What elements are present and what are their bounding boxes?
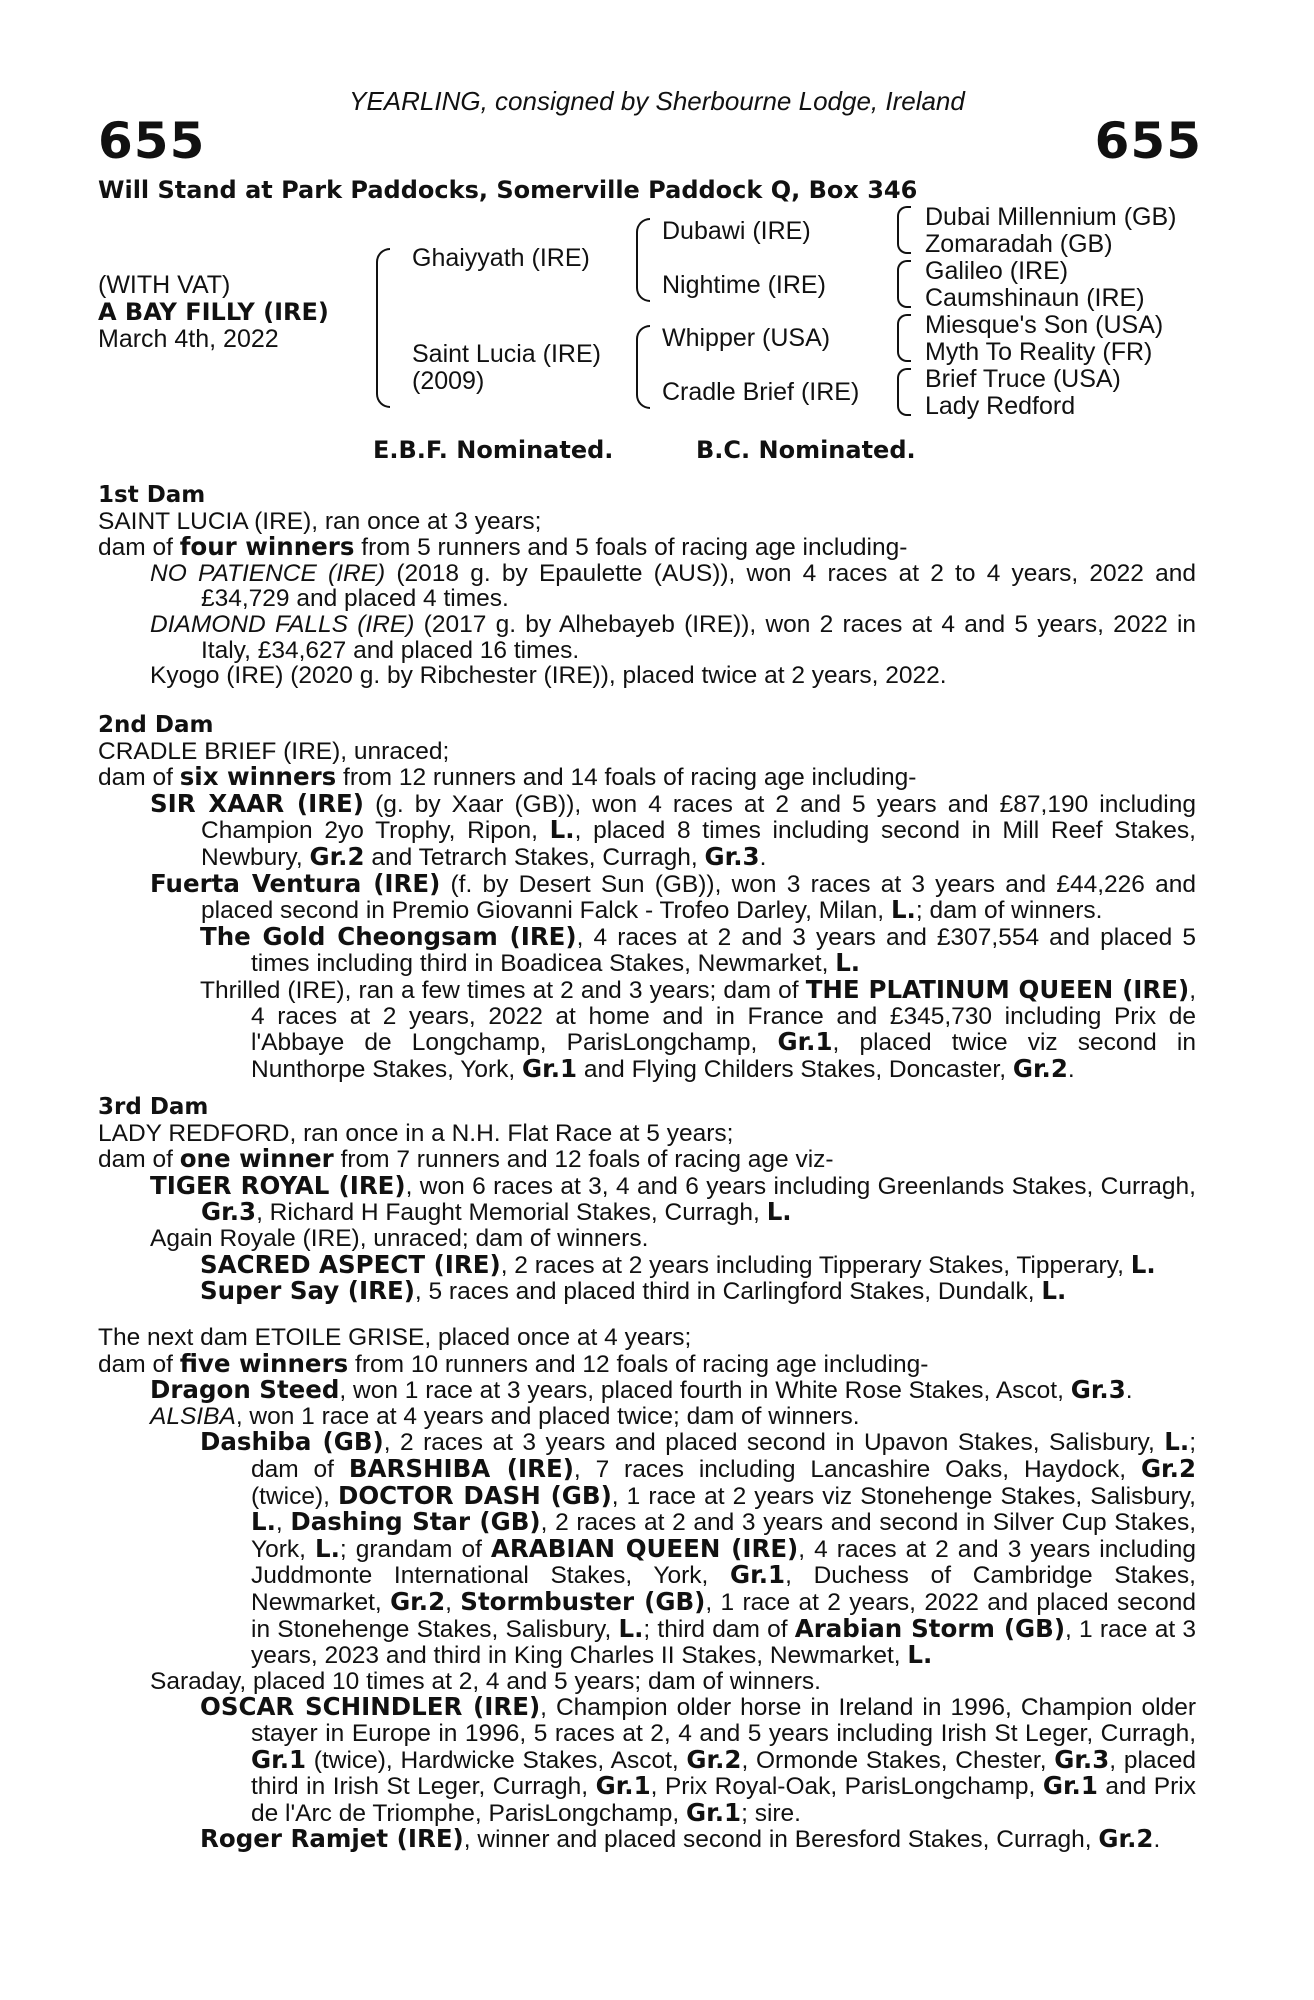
gen3-name: Lady Redford [925, 392, 1076, 420]
sire: Ghaiyyath (IRE) [412, 244, 590, 272]
dam-produce-summary: dam of one winner from 7 runners and 12 foals of racing age viz- [98, 1144, 834, 1174]
produce-entry: SACRED ASPECT (IRE), 2 races at 2 years including Tipperary Stakes, Tipperary, L. [200, 1249, 1156, 1279]
produce-entry: OSCAR SCHINDLER (IRE), Champion older horse in Ireland in 1996, Champion older stayer in Europe in 1996, 5 races at 2, 4 and 5 years including Irish St Leger, Curragh, Gr.1 (twice), Hardwicke Stakes, Ascot, Gr.2, Ormonde Stakes, Chester, Gr.3, placed third in Irish St Leger, Curragh, Gr.1, Prix Royal-Oak, ParisLongchamp, Gr.1 and Prix de l'Arc de Triomphe, ParisLongchamp, Gr.1; sire. [200, 1692, 1197, 1827]
gen3-name: Miesque's Son (USA) [925, 311, 1164, 339]
produce-entry: Roger Ramjet (IRE), winner and placed second in Beresford Stakes, Curragh, Gr.2. [200, 1824, 1161, 1854]
gen3-name: Galileo (IRE) [925, 257, 1069, 285]
third-dam-section [98, 1095, 1196, 1305]
produce-entry: TIGER ROYAL (IRE), won 6 races at 3, 4 and 6 years including Greenlands Stakes, Curragh, Gr.3, Richard H Faught Memorial Stakes, Curragh, L. [150, 1170, 1196, 1227]
dam-intro: LADY REDFORD, ran once in a N.H. Flat Race at 5 years; [98, 1119, 734, 1147]
brace-g3-1 [897, 206, 911, 254]
dam-intro: CRADLE BRIEF (IRE), unraced; [98, 737, 450, 765]
section-heading: 3rd Dam [98, 1094, 209, 1120]
produce-entry: Fuerta Ventura (IRE) (f. by Desert Sun (GB)), won 3 races at 3 years and £44,226 and placed second in Premio Giovanni Falck - Trofeo Darley, Milan, L.; dam of winners. [150, 868, 1196, 925]
consignment-line: YEARLING, consigned by Sherbourne Lodge, Ireland [349, 86, 965, 116]
produce-entry: Thrilled (IRE), ran a few times at 2 and 3 years; dam of THE PLATINUM QUEEN (IRE), 4 races at 2 years, 2022 at home and in France and £345,730 including Prix de l'Abbaye de Longchamp, ParisLongchamp, Gr.1, placed twice viz second in Nunthorpe Stakes, York, Gr.1 and Flying Childers Stakes, Doncaster, Gr.2. [200, 974, 1196, 1083]
brace-g3-2 [897, 260, 911, 308]
brace-dam [636, 325, 650, 409]
gen3-name: Dubai Millennium (GB) [925, 203, 1177, 231]
dam-year: (2009) [412, 367, 485, 395]
dam-intro: The next dam ETOILE GRISE, placed once at 4 years; [98, 1324, 692, 1351]
lot-subject-name: A BAY FILLY (IRE) [98, 298, 329, 326]
vat-note: (WITH VAT) [98, 271, 231, 299]
brace-g3-4 [897, 368, 911, 416]
lot-number-left: 655 [98, 112, 206, 170]
bc-nomination: B.C. Nominated. [696, 436, 916, 464]
produce-entry: The Gold Cheongsam (IRE), 4 races at 2 and 3 years and £307,554 and placed 5 times including third in Boadicea Stakes, Newmarket, L. [200, 921, 1196, 978]
gen3-name: Brief Truce (USA) [925, 365, 1121, 393]
section-heading: 2nd Dam [98, 712, 214, 738]
produce-entry: Dashiba (GB), 2 races at 3 years and placed second in Upavon Stakes, Salisbury, L.; dam of BARSHIBA (IRE), 7 races including Lancashire Oaks, Haydock, Gr.2 (twice), DOCTOR DASH (GB), 1 race at 2 years viz Stonehenge Stakes, Salisbury, L., Dashing Star (GB), 2 races at 2 and 3 years and second in Silver Cup Stakes, York, L.; grandam of ARABIAN QUEEN (IRE), 4 races at 2 and 3 years including Juddmonte International Stakes, York, Gr.1, Duchess of Cambridge Stakes, Newmarket, Gr.2, Stormbuster (GB), 1 race at 2 years, 2022 and placed second in Stonehenge Stakes, Salisbury, L.; third dam of Arabian Storm (GB), 1 race at 3 years, 2023 and third in King Charles II Stakes, Newmarket, L. [200, 1427, 1197, 1670]
foaling-date: March 4th, 2022 [98, 325, 279, 353]
produce-entry: SIR XAAR (IRE) (g. by Xaar (GB)), won 4 races at 2 and 5 years and £87,190 including Champion 2yo Trophy, Ripon, L., placed 8 times including second in Mill Reef Stakes, Newbury, Gr.2 and Tetrarch Stakes, Curragh, Gr.3. [150, 788, 1196, 871]
produce-entry: Super Say (IRE), 5 races and placed third in Carlingford Stakes, Dundalk, L. [200, 1276, 1067, 1306]
produce-entry: Dragon Steed, won 1 race at 3 years, placed fourth in White Rose Stakes, Ascot, Gr.3. [150, 1375, 1133, 1405]
dam-intro: SAINT LUCIA (IRE), ran once at 3 years; [98, 507, 542, 535]
dam-dam: Cradle Brief (IRE) [662, 378, 860, 406]
gen3-name: Zomaradah (GB) [925, 230, 1113, 258]
brace-g3-3 [897, 314, 911, 362]
stand-location: Will Stand at Park Paddocks, Somerville Paddock Q, Box 346 [98, 176, 918, 204]
sire-sire: Dubawi (IRE) [662, 217, 811, 245]
first-dam-section [98, 483, 1196, 689]
brace-sire [636, 218, 650, 302]
produce-entry: Saraday, placed 10 times at 2, 4 and 5 years; dam of winners. [150, 1667, 821, 1695]
produce-entry: DIAMOND FALLS (IRE) (2017 g. by Alhebayeb (IRE)), won 2 races at 4 and 5 years, 2022 in Italy, £34,627 and placed 16 times. [150, 610, 1197, 664]
dam-produce-summary: dam of six winners from 12 runners and 14 foals of racing age including- [98, 762, 917, 792]
produce-entry: ALSIBA, won 1 race at 4 years and placed twice; dam of winners. [150, 1402, 860, 1430]
gen3-name: Caumshinaun (IRE) [925, 284, 1145, 312]
next-dam-section [98, 1325, 1196, 1853]
dam-produce-summary: dam of five winners from 10 runners and 12 foals of racing age including- [98, 1348, 929, 1378]
second-dam-section [98, 713, 1196, 1082]
produce-entry: Again Royale (IRE), unraced; dam of winners. [150, 1224, 649, 1252]
ebf-nomination: E.B.F. Nominated. [373, 436, 614, 464]
gen3-name: Myth To Reality (FR) [925, 338, 1153, 366]
dam-produce-summary: dam of four winners from 5 runners and 5 foals of racing age including- [98, 532, 908, 562]
brace-gen1 [376, 248, 390, 408]
dam: Saint Lucia (IRE) [412, 340, 601, 368]
lot-number-right: 655 [1094, 112, 1202, 170]
section-heading: 1st Dam [98, 482, 206, 508]
produce-entry: Kyogo (IRE) (2020 g. by Ribchester (IRE)), placed twice at 2 years, 2022. [150, 662, 947, 690]
sire-dam: Nightime (IRE) [662, 271, 826, 299]
dam-sire: Whipper (USA) [662, 324, 831, 352]
produce-entry: NO PATIENCE (IRE) (2018 g. by Epaulette (AUS)), won 4 races at 2 to 4 years, 2022 and £34,729 and placed 4 times. [150, 559, 1197, 613]
